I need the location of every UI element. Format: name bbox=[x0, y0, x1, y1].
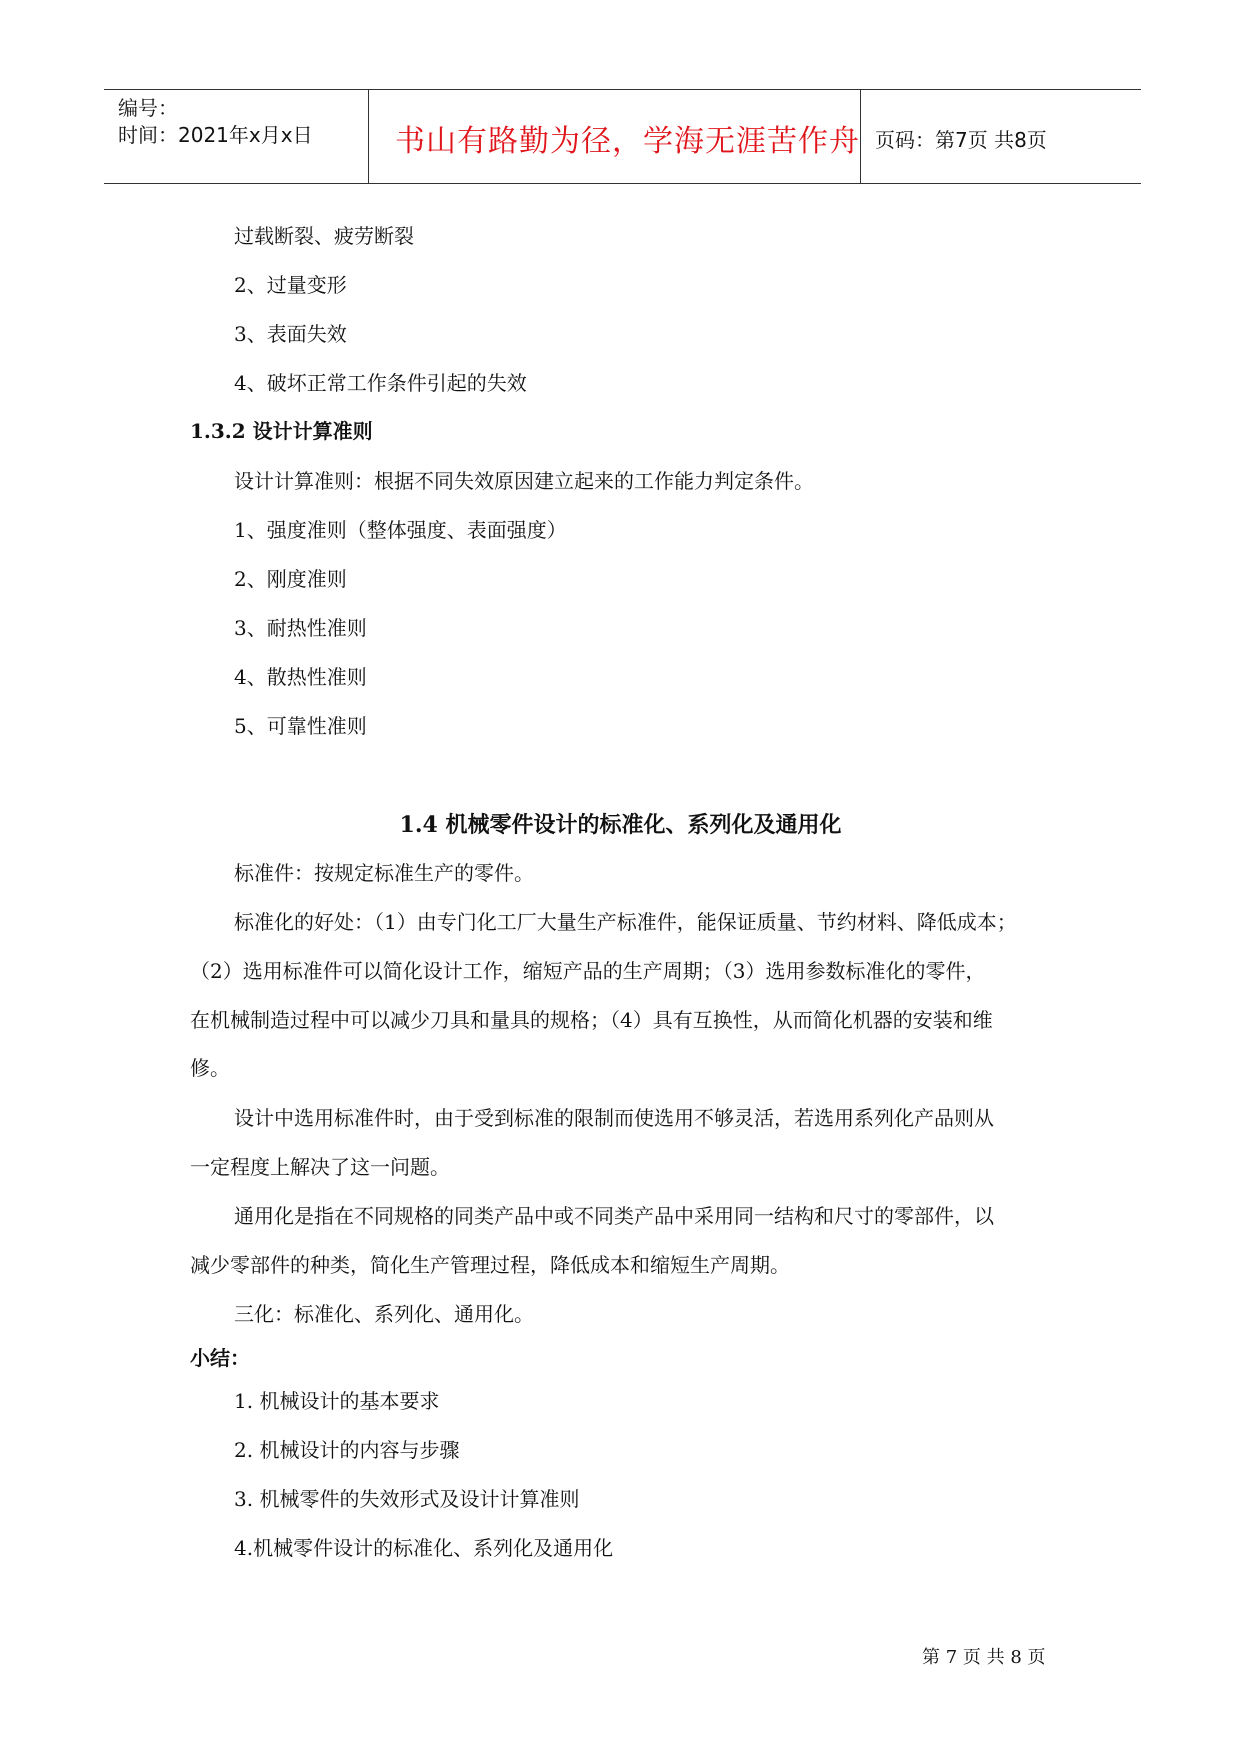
header-time: 时间：2021年x月x日 bbox=[118, 123, 313, 147]
list-item: 4、破坏正常工作条件引起的失效 bbox=[234, 371, 527, 395]
summary-title: 小结： bbox=[190, 1346, 250, 1370]
footer-page-number: 第 7 页 共 8 页 bbox=[922, 1647, 1046, 1668]
summary-item: 1. 机械设计的基本要求 bbox=[234, 1389, 440, 1413]
subsection-title: 1.3.2 设计计算准则 bbox=[190, 419, 373, 443]
list-item: 2、刚度准则 bbox=[234, 567, 347, 591]
paragraph-line: 三化：标准化、系列化、通用化。 bbox=[234, 1302, 534, 1326]
section-title: 1.4 机械零件设计的标准化、系列化及通用化 bbox=[399, 812, 842, 838]
header-divider-right bbox=[860, 89, 861, 183]
paragraph-line: 减少零部件的种类，简化生产管理过程，降低成本和缩短生产周期。 bbox=[190, 1253, 790, 1277]
list-item: 4、散热性准则 bbox=[234, 665, 367, 689]
list-item: 5、可靠性准则 bbox=[234, 714, 367, 738]
header-motto: 书山有路勤为径，学海无涯苦作舟 bbox=[395, 124, 860, 159]
list-item: 2、过量变形 bbox=[234, 273, 347, 297]
header-bottom-rule bbox=[104, 183, 1141, 184]
paragraph-line: 标准件：按规定标准生产的零件。 bbox=[234, 861, 534, 885]
header-page-number: 页码：第7页 共8页 bbox=[875, 128, 1047, 152]
paragraph-line: 标准化的好处：（1）由专门化工厂大量生产标准件，能保证质量、节约材料、降低成本； bbox=[234, 910, 1017, 934]
criteria-intro: 设计计算准则：根据不同失效原因建立起来的工作能力判定条件。 bbox=[234, 469, 814, 493]
list-item: 3、耐热性准则 bbox=[234, 616, 367, 640]
list-item: 过载断裂、疲劳断裂 bbox=[234, 224, 414, 248]
paragraph-line: 修。 bbox=[190, 1056, 230, 1080]
header-top-rule bbox=[104, 89, 1141, 90]
header-code-label: 编号： bbox=[118, 96, 178, 120]
list-item: 1、强度准则（整体强度、表面强度） bbox=[234, 518, 567, 542]
paragraph-line: 设计中选用标准件时，由于受到标准的限制而使选用不够灵活，若选用系列化产品则从 bbox=[234, 1106, 994, 1130]
summary-item: 4.机械零件设计的标准化、系列化及通用化 bbox=[234, 1536, 614, 1560]
list-item: 3、表面失效 bbox=[234, 322, 347, 346]
paragraph-line: 一定程度上解决了这一问题。 bbox=[190, 1155, 450, 1179]
header-divider-left bbox=[368, 89, 369, 183]
summary-item: 2. 机械设计的内容与步骤 bbox=[234, 1438, 460, 1462]
paragraph-line: 通用化是指在不同规格的同类产品中或不同类产品中采用同一结构和尺寸的零部件，以 bbox=[234, 1204, 994, 1228]
summary-item: 3. 机械零件的失效形式及设计计算准则 bbox=[234, 1487, 580, 1511]
paragraph-line: （2）选用标准件可以简化设计工作，缩短产品的生产周期；（3）选用参数标准化的零件， bbox=[190, 959, 986, 983]
paragraph-line: 在机械制造过程中可以减少刀具和量具的规格；（4）具有互换性，从而简化机器的安装和维 bbox=[190, 1008, 993, 1032]
